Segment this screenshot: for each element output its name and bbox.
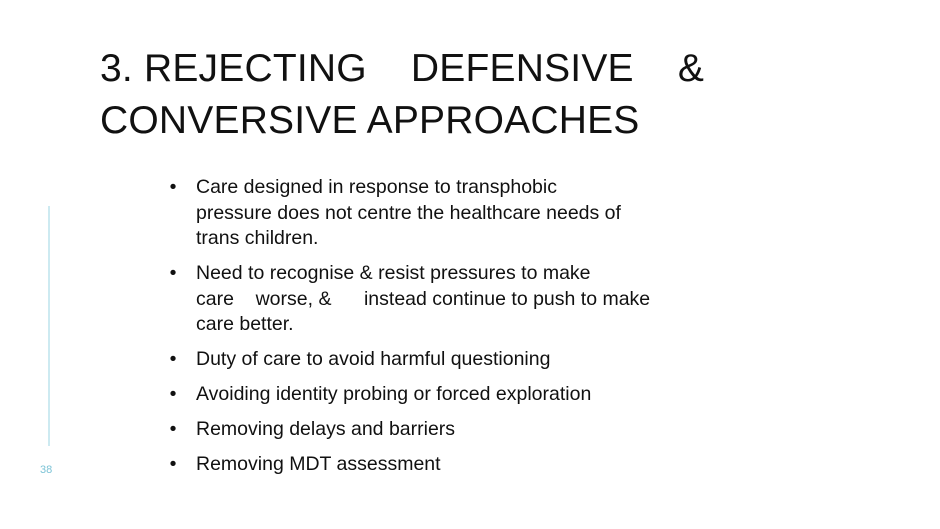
bullet-icon: • [169, 453, 177, 475]
bullet-text-line: Removing delays and barriers [196, 418, 456, 440]
bullet-item [166, 347, 726, 373]
bullet-text-line: Duty of care to avoid harmful questioning [196, 348, 551, 370]
bullet-icon: • [169, 262, 177, 284]
bullet-item [166, 417, 726, 443]
bullet-icon: • [169, 176, 177, 198]
bullet-text-line: care better. [196, 313, 294, 335]
bullet-text-line: Avoiding identity probing or forced exploration [196, 383, 592, 405]
slide-number: 38 [40, 464, 53, 476]
bullet-item [166, 452, 726, 478]
bullet-icon: • [169, 418, 177, 440]
slide-title-line-1: 3. REJECTING DEFENSIVE & [100, 47, 705, 90]
bullet-item [166, 175, 726, 252]
bullet-item [166, 261, 726, 338]
slide-title-line-2: CONVERSIVE APPROACHES [100, 99, 640, 142]
bullet-list [166, 175, 726, 487]
bullet-text-line: Removing MDT assessment [196, 453, 441, 475]
bullet-item [166, 382, 726, 408]
bullet-icon: • [169, 383, 177, 405]
bullet-text-line: Need to recognise & resist pressures to make [196, 262, 591, 284]
bullet-text-line: care worse, & instead continue to push to make [196, 287, 651, 310]
bullet-icon: • [169, 348, 177, 370]
bullet-text-line: pressure does not centre the healthcare needs of [196, 201, 621, 224]
bullet-text-line: Care designed in response to transphobic [196, 176, 557, 198]
accent-bar [48, 206, 50, 446]
bullet-text-line: trans children. [196, 227, 319, 249]
